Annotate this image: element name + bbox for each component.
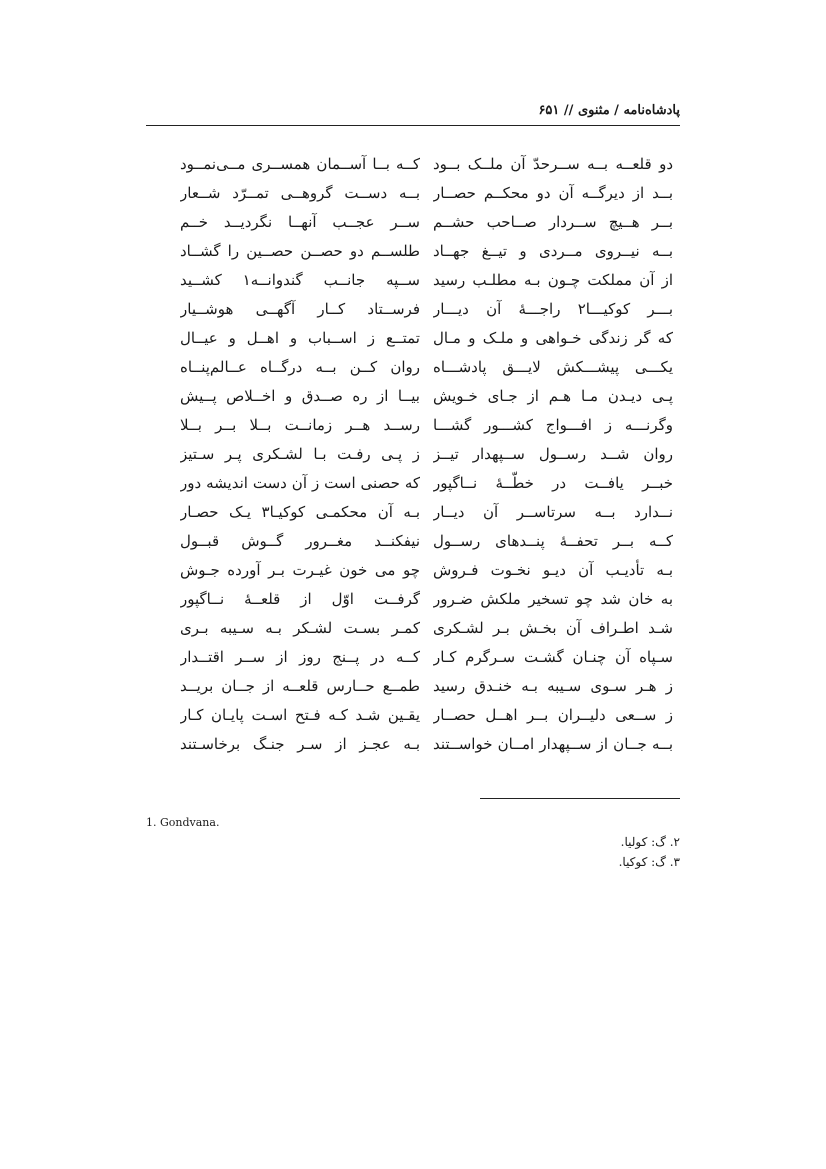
verse-line: ز ســعی دلیــران بــر اهــل حصــار [433, 706, 673, 724]
verse-line: بـــر کوکیـــا۲ راجـــۀ آن دیـــار [433, 300, 673, 318]
header-rule [146, 125, 680, 126]
verse-line: از آن مملکت چـون بـه مطلـب رسید [433, 271, 673, 289]
verse-line: یقـین شـد کـه فـتح اسـت پایـان کـار [180, 706, 420, 724]
verse-line: بــه نیــروی مــردی و تیــغ جهــاد [433, 242, 673, 260]
running-header: پادشاه‌نامه / مثنوی // ۶۵۱ [538, 103, 680, 118]
footnote-rule [480, 798, 680, 799]
verse-line: طمــع حــارس قلعــه از جــان بریــد [180, 677, 420, 695]
verse-line: یکـــی پیشـــکش لایـــق پادشـــاه [433, 358, 673, 376]
verse-line: وگرنـــه ز افـــواج کشـــور گشـــا [433, 416, 673, 434]
verse-line: روان شــد رســول ســپهدار تیــز [433, 445, 673, 463]
poem-right-column [433, 150, 673, 759]
verse-line: گرفــت اوّل از قلعــۀ نــاگپور [180, 590, 420, 608]
verse-line: بـه عجـز از سـر جنـگ برخاسـتند [180, 735, 420, 753]
verse-line: که گر زندگی خـواهی و ملـک و مـال [433, 329, 673, 347]
verse-line: کــه بــر تحفــۀ پنــدهای رســول [433, 532, 673, 550]
verse-line: که حصنی است ز آن دست اندیشه دور [180, 474, 420, 492]
verse-line: به خان شد چو تسخیر ملکش ضـرور [433, 590, 673, 608]
verse-line: سـپاه آن چنـان گشـت سـرگرم کـار [433, 648, 673, 666]
verse-line: بیــا از ره صــدق و اخــلاص پــیش [180, 387, 420, 405]
verse-line: نیفکنــد مغــرور گــوش قبــول [180, 532, 420, 550]
verse-line: طلســم دو حصــن حصــین را گشــاد [180, 242, 420, 260]
footnote-persian: ۳. گ: کوکیا. [618, 855, 680, 869]
verse-line: کمـر بسـت لشـکر بـه سـیبه بـری [180, 619, 420, 637]
verse-line: خبــر یافــت در خطّــۀ نــاگپور [433, 474, 673, 492]
footnote-persian: ۲. گ: کولیا. [620, 835, 680, 849]
verse-line: بــه جــان از ســپهدار امــان خواســتند [433, 735, 673, 753]
verse-line: ســپه جانــب گندوانــه۱ کشــید [180, 271, 420, 289]
verse-line: دو قلعــه بــه ســرحدّ آن ملــک بــود [433, 155, 673, 173]
verse-line: بــه دســت گروهــی تمــرّد شــعار [180, 184, 420, 202]
verse-line: بــد از دیرگــه آن دو محکــم حصــار [433, 184, 673, 202]
verse-line: کــه بــا آســمان همســری مــی‌نمــود [180, 155, 420, 173]
verse-line: ز پـی رفـت بـا لشـکری پـر سـتیز [180, 445, 420, 463]
verse-line: فرســتاد کــار آگهــی هوشــیار [180, 300, 420, 318]
verse-line: ز هـر سـوی سـیبه بـه خنـدق رسید [433, 677, 673, 695]
verse-line: کــه در پــنج روز از ســر اقتــدار [180, 648, 420, 666]
verse-line: پـی دیـدن مـا هـم از جـای خـویش [433, 387, 673, 405]
verse-line: بـه تأدیـب آن دیـو نخـوت فـروش [433, 561, 673, 579]
footnote-latin: 1. Gondvana. [146, 816, 220, 829]
verse-line: بــر هــیچ ســردار صــاحب حشــم [433, 213, 673, 231]
verse-line: نــدارد بــه سرتاســر آن دیــار [433, 503, 673, 521]
poem-left-column [180, 150, 420, 759]
verse-line: تمتــع ز اســباب و اهــل و عیــال [180, 329, 420, 347]
verse-line: چو می خون غیـرت بـر آورده جـوش [180, 561, 420, 579]
verse-line: ســر عجــب آنهــا نگردیــد خــم [180, 213, 420, 231]
verse-line: شـد اطـراف آن بخـش بـر لشـکری [433, 619, 673, 637]
verse-line: رســد هــر زمانــت بــلا بــر بــلا [180, 416, 420, 434]
verse-line: بـه آن محکمـی کوکیـا۳ یـک حصـار [180, 503, 420, 521]
verse-line: روان کــن بــه درگــاه عــالم‌پنــاه [180, 358, 420, 376]
